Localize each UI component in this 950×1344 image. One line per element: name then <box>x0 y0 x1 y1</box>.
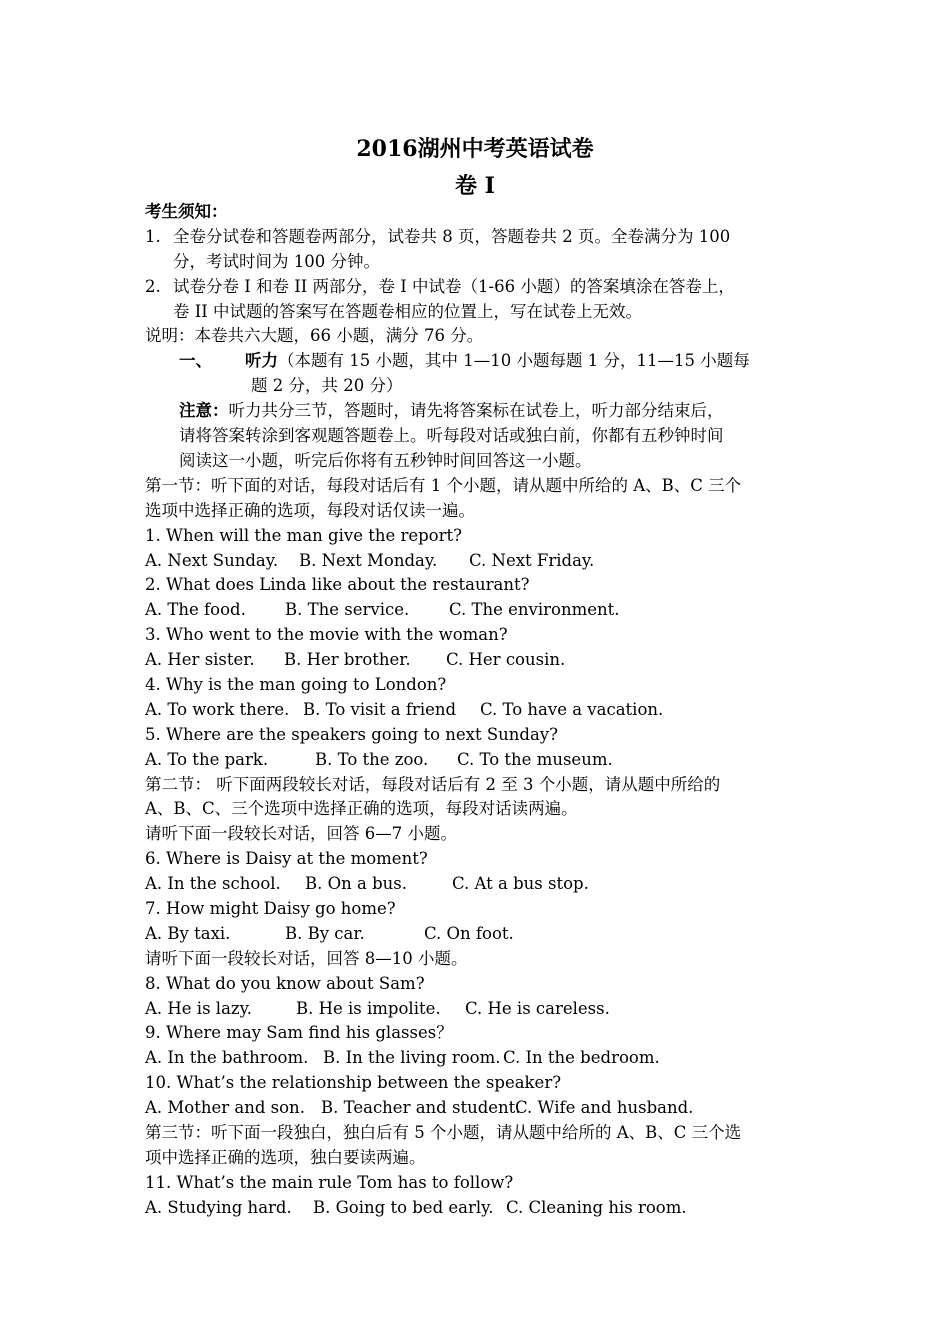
option-a: A. The food. <box>145 600 246 620</box>
question-options <box>145 748 825 773</box>
group-instruction: 请听下面一段较长对话，回答 8—10 小题。 <box>145 948 468 968</box>
notice-item-line: 卷 II 中试题的答案写在答题卷相应的位置上，写在试卷上无效。 <box>173 301 643 321</box>
section-name: 听力 <box>245 351 278 371</box>
option-c: C. To the museum. <box>457 749 613 769</box>
option-a: A. Mother and son. <box>145 1098 305 1118</box>
note-line: 阅读这一小题，听完后你将有五秒钟时间回答这一小题。 <box>179 450 592 470</box>
option-b: B. Her brother. <box>284 650 411 670</box>
part2-instruction: 第二节： 听下面两段较长对话，每段对话后有 2 至 3 个小题，请从题中所给的 <box>145 774 721 794</box>
option-a: A. He is lazy. <box>145 998 252 1018</box>
section-description <box>245 349 815 399</box>
question-options <box>145 922 825 947</box>
notice-item-number: 1. <box>145 226 161 246</box>
option-c: C. Cleaning his room. <box>506 1197 687 1217</box>
part3-instruction: 项中选择正确的选项，独白要读两遍。 <box>145 1147 426 1167</box>
note-line: 听力共分三节，答题时，请先将答案标在试卷上，听力部分结束后， <box>228 401 724 421</box>
exam-content <box>145 200 825 1221</box>
part1-instruction: 选项中选择正确的选项，每段对话仅读一遍。 <box>145 500 475 520</box>
option-c: C. To have a vacation. <box>480 699 664 719</box>
section-desc-line: （本题有 15 小题，其中 1—10 小题每题 1 分，11—15 小题每 <box>278 351 750 371</box>
question-text: 4. Why is the man going to London? <box>145 674 447 694</box>
question-text: 8. What do you know about Sam? <box>145 973 425 993</box>
question-options <box>145 549 825 574</box>
question-options <box>145 648 825 673</box>
notice-heading: 考生须知： <box>145 202 228 221</box>
option-b: B. Teacher and student. <box>321 1098 521 1118</box>
part3-instruction: 第三节：听下面一段独白，独白后有 5 个小题，请从题中给所的 A、B、C 三个选 <box>145 1123 742 1142</box>
listening-note <box>145 399 825 474</box>
question-text: 9. Where may Sam find his glasses？ <box>145 1023 453 1043</box>
question-text: 10. What’s the relationship between the speaker? <box>145 1073 562 1093</box>
option-a: A. Her sister. <box>145 650 255 670</box>
question-options <box>145 598 825 623</box>
question-text: 11. What’s the main rule Tom has to follow? <box>145 1172 514 1192</box>
option-b: B. In the living room. <box>323 1048 501 1068</box>
question-text: 7. How might Daisy go home? <box>145 898 396 918</box>
section-number: 一、 <box>179 351 212 371</box>
option-b: B. He is impolite. <box>296 998 441 1018</box>
notice-item <box>145 275 825 325</box>
exam-description: 说明：本卷共六大题，66 小题，满分 76 分。 <box>145 326 484 346</box>
question-options <box>145 698 825 723</box>
option-a: A. In the school. <box>145 874 281 894</box>
option-b: B. To visit a friend <box>303 699 457 719</box>
option-a: A. Next Sunday. <box>145 550 279 570</box>
option-c: C. On foot. <box>424 923 514 943</box>
part2-instruction: A、B、C、三个选项中选择正确的选项，每段对话读两遍。 <box>145 799 578 819</box>
question-options <box>145 997 825 1022</box>
notice-item-line: 试卷分卷 I 和卷 II 两部分，卷 I 中试卷（1-66 小题）的答案填涂在答卷上， <box>173 276 735 296</box>
exam-subtitle: 卷 I <box>455 173 495 199</box>
option-b: B. By car. <box>285 923 365 943</box>
option-c: C. In the bedroom. <box>503 1048 660 1068</box>
note-label: 注意： <box>179 401 229 421</box>
question-options <box>145 1196 825 1221</box>
question-text: 3. Who went to the movie with the woman? <box>145 625 508 645</box>
option-c: C. The environment. <box>449 600 620 620</box>
option-c: C. Wife and husband. <box>515 1098 694 1118</box>
question-text: 1. When will the man give the report? <box>145 525 462 545</box>
option-a: A. To work there. <box>145 699 290 719</box>
question-options <box>145 1096 825 1121</box>
group-instruction: 请听下面一段较长对话，回答 6—7 小题。 <box>145 824 457 844</box>
option-c: C. Her cousin. <box>446 650 566 670</box>
option-b: B. To the zoo. <box>315 749 429 769</box>
option-a: A. To the park. <box>145 749 269 769</box>
question-text: 2. What does Linda like about the restaurant? <box>145 575 530 595</box>
notice-item-text <box>173 225 813 275</box>
notice-item-number: 2. <box>145 276 161 296</box>
option-b: B. The service. <box>285 600 410 620</box>
notice-item-line: 全卷分试卷和答题卷两部分，试卷共 8 页，答题卷共 2 页。全卷满分为 100 <box>173 226 731 246</box>
option-b: B. On a bus. <box>305 874 407 894</box>
option-c: C. He is careless. <box>465 998 610 1018</box>
section-desc-line: 题 2 分，共 20 分） <box>251 376 403 396</box>
option-c: C. At a bus stop. <box>452 874 589 894</box>
option-a: A. Studying hard. <box>145 1197 292 1217</box>
exam-title: 2016湖州中考英语试卷 <box>356 136 594 162</box>
part1-instruction: 第一节：听下面的对话，每段对话后有 1 个小题，请从题中所给的 A、B、C 三个 <box>145 475 742 495</box>
notice-item <box>145 225 825 275</box>
option-c: C. Next Friday. <box>469 550 595 570</box>
question-text: 5. Where are the speakers going to next Sunday? <box>145 724 558 744</box>
question-text: 6. Where is Daisy at the moment? <box>145 849 428 869</box>
option-b: B. Next Monday. <box>299 550 438 570</box>
option-a: A. By taxi. <box>145 923 231 943</box>
question-options <box>145 872 825 897</box>
note-line: 请将答案转涂到客观题答题卷上。听每段对话或独白前，你都有五秒钟时间 <box>179 426 724 446</box>
option-b: B. Going to bed early. <box>313 1197 494 1217</box>
option-a: A. In the bathroom. <box>145 1048 309 1068</box>
section-listening <box>145 349 825 399</box>
notice-item-line: 分，考试时间为 100 分钟。 <box>173 251 380 271</box>
notice-item-text <box>173 275 813 325</box>
question-options <box>145 1046 825 1071</box>
